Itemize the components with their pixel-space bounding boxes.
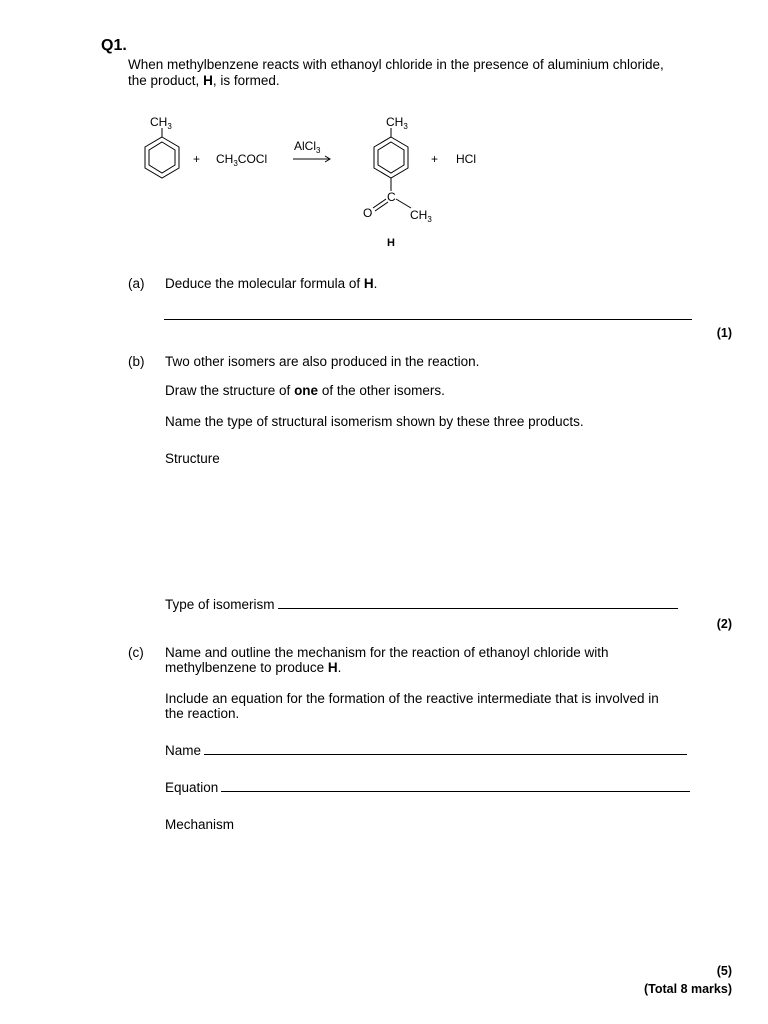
product-carbon-label: C	[387, 190, 396, 204]
reactant2-label: $CH_3COCl$	[216, 152, 268, 168]
name-label: Name	[165, 743, 202, 758]
part-c-line-2: methylbenzene to produce H.	[165, 660, 342, 675]
part-a-marks: (1)	[716, 326, 732, 340]
part-c-line-4: the reaction.	[165, 706, 240, 721]
isomerism-label: Type of isomerism	[165, 597, 275, 612]
part-b-line-1: Two other isomers are also produced in the reaction.	[165, 354, 480, 369]
reaction-arrow	[293, 156, 330, 162]
name-answer-line[interactable]	[204, 754, 687, 755]
total-marks: (Total 8 marks)	[644, 982, 732, 996]
part-b-marks: (2)	[716, 617, 732, 631]
part-a-question: Deduce the molecular formula of H.	[165, 276, 378, 291]
intro-line-2: the product, H, is formed.	[128, 73, 280, 88]
plus-sign-1: +	[193, 152, 201, 166]
product-methyl-label: $CH_3$	[410, 208, 432, 224]
product-oxygen-label: O	[363, 206, 373, 220]
methylbenzene-structure	[145, 128, 179, 178]
isomerism-answer-line[interactable]	[278, 608, 678, 609]
question-number: Q1.	[101, 37, 127, 54]
structure-label: Structure	[165, 451, 220, 466]
part-a-label: (a)	[128, 276, 145, 291]
intro-line-1: When methylbenzene reacts with ethanoyl chloride in the presence of aluminium chloride,	[128, 57, 664, 72]
product-h-label: H	[387, 237, 395, 249]
part-b-line-3: Name the type of structural isomerism shown by these three products.	[165, 414, 584, 429]
part-c-line-1: Name and outline the mechanism for the reaction of ethanoyl chloride with	[165, 645, 609, 660]
part-c-line-3: Include an equation for the formation of the reactive intermediate that is involved in	[165, 691, 659, 706]
structure-drawing-area[interactable]	[164, 470, 692, 590]
isomerism-field[interactable]	[165, 597, 678, 612]
part-c-marks: (5)	[716, 964, 732, 978]
equation-label: Equation	[165, 780, 219, 795]
mechanism-label: Mechanism	[165, 817, 235, 832]
byproduct-label: HCl	[456, 152, 476, 166]
equation-answer-line[interactable]	[221, 791, 690, 792]
part-c-label: (c)	[128, 645, 144, 660]
catalyst-label: AlCl$_3$	[294, 139, 321, 155]
equation-field[interactable]	[165, 780, 690, 795]
part-b-line-2: Draw the structure of one of the other isomers.	[165, 383, 445, 398]
part-a-answer-line[interactable]	[164, 319, 692, 320]
mechanism-drawing-area[interactable]	[164, 836, 692, 956]
mechanism-name-field[interactable]	[165, 743, 687, 758]
part-b-label: (b)	[128, 354, 145, 369]
reaction-scheme	[0, 100, 768, 260]
plus-sign-2: +	[431, 152, 439, 166]
product-methyl-top-label: $CH_3$	[386, 115, 408, 131]
reactant1-methyl-label: $CH_3$	[150, 115, 172, 131]
